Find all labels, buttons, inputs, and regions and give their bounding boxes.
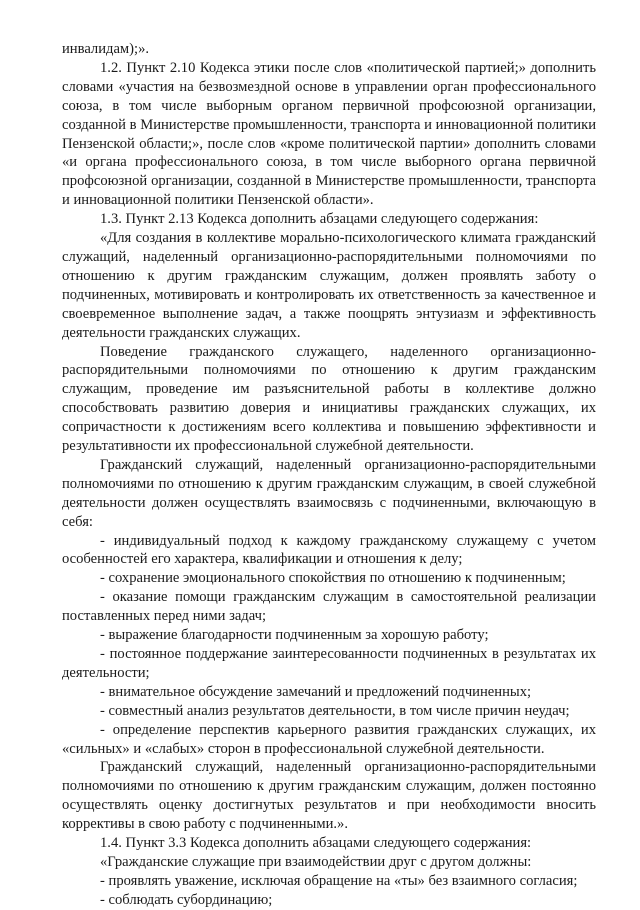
list-item-respect: - проявлять уважение, исключая обращение на «ты» без взаимного согласия;	[100, 872, 578, 889]
paragraph-mutual-interaction: «Гражданские служащие при взаимодействии друг с другом должны:	[100, 853, 532, 870]
list-item-discussion: - внимательное обсуждение замечаний и предложений подчиненных;	[100, 683, 532, 700]
paragraph-1-2: 1.2. Пункт 2.10 Кодекса этики после слов «политической партией;» дополнить словами «участия на безвозмездной основе в управлении орган профессионального союза, в том числе выборным органом первичной профсоюзной организации, созданной в Министерстве промышленности, транспорта и инновационной политики Пензенской области;», после слов «кроме политической партии» дополнить словами «и органа профессионального союза, в том числе выборного органа первичной профсоюзной организации, созданной в Министерстве промышленности, транспорта и инновационной политики Пензенской области».	[62, 59, 596, 209]
list-item-subordination: - соблюдать субординацию;	[100, 891, 273, 908]
paragraph-behavior: Поведение гражданского служащего, наделенного организационно-распорядительными полномочиями по отношению к другим гражданским служащим, проведение им разъяснительной работы в коллективе должно способствовать развитию доверия и инициативы гражданских служащих, их сопричастности к достижениям всего коллектива и повышению эффективности и результативности их профессиональной служебной деятельности.	[62, 343, 596, 455]
paragraph-evaluation: Гражданский служащий, наделенный организационно-распорядительными полномочиями по отношению к другим гражданским служащим, должен постоянно осуществлять оценку достигнутых результатов и при необходимости вносить коррективы в свою работу с подчиненными.».	[62, 759, 596, 833]
list-item-interest: - постоянное поддержание заинтересованности подчиненных в результатах их деятельности;	[62, 646, 596, 681]
list-item-assistance: - оказание помощи гражданским служащим в самостоятельной реализации поставленных перед ними задач;	[62, 589, 596, 625]
list-item-gratitude: - выражение благодарности подчиненным за хорошую работу;	[100, 627, 489, 644]
paragraph-1-3: 1.3. Пункт 2.13 Кодекса дополнить абзацами следующего содержания:	[100, 211, 539, 228]
list-item-individual-approach: - индивидуальный подход к каждому гражданскому служащему с учетом особенностей его характера, квалификации и отношения к делу;	[62, 532, 596, 568]
paragraph-continuation: инвалидам);».	[62, 41, 150, 57]
paragraph-1-4: 1.4. Пункт 3.3 Кодекса дополнить абзацами следующего содержания:	[100, 835, 532, 852]
paragraph-climate: «Для создания в коллективе морально-психологического климата гражданский служащий, наделенный организационно-распорядительными полномочиями по отношению к другим гражданским служащим, должен проявлять заботу о подчиненных, мотивировать и контролировать их ответственность за качественное и своевременное выполнение задач, а также поощрять энтузиазм и эффективность деятельности гражданских служащих.	[62, 230, 596, 341]
paragraph-interaction: Гражданский служащий, наделенный организационно-распорядительными полномочиями по отношению к другим гражданским служащим, в своей служебной деятельности должен осуществлять взаимосвязь с подчиненными, включающую в себя:	[62, 456, 596, 530]
list-item-career: - определение перспектив карьерного развития гражданских служащих, их «сильных» и «слабых» сторон в профессиональной служебной деятельности.	[62, 721, 596, 757]
document-page	[62, 40, 596, 910]
list-item-emotional-calm: - сохранение эмоционального спокойствия по отношению к подчиненным;	[100, 570, 566, 587]
list-item-analysis: - совместный анализ результатов деятельности, в том числе причин неудач;	[100, 702, 570, 719]
